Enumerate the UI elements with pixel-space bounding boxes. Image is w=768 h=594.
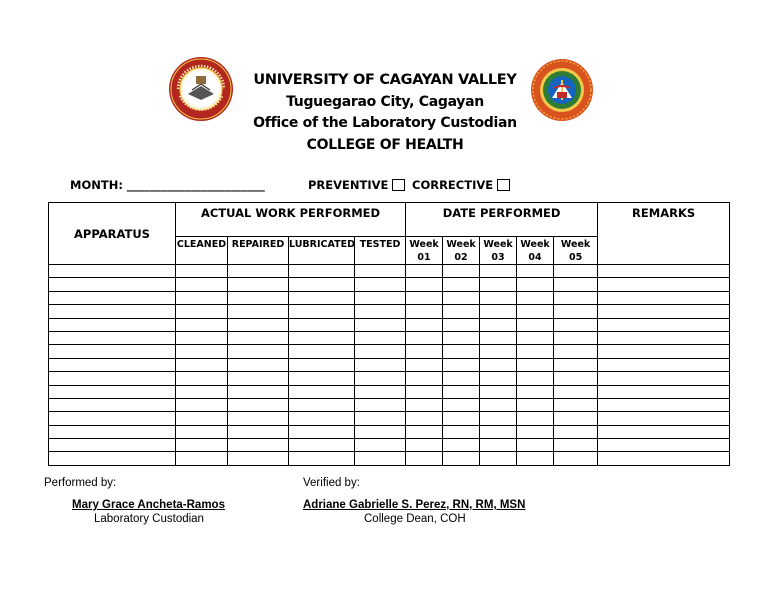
table-cell[interactable]	[480, 345, 517, 358]
week-number: 05	[568, 251, 583, 263]
table-cell[interactable]	[355, 452, 406, 466]
table-cell[interactable]	[355, 278, 406, 291]
table-cell[interactable]	[517, 385, 554, 398]
table-row	[49, 265, 730, 278]
table-cell[interactable]	[49, 345, 176, 358]
table-row	[49, 305, 730, 318]
week-number: 01	[417, 251, 431, 263]
table-cell[interactable]	[554, 425, 598, 438]
table-body	[49, 265, 730, 466]
corrective-label: CORRECTIVE	[412, 178, 494, 192]
table-cell[interactable]	[355, 358, 406, 371]
table-cell[interactable]	[228, 452, 289, 466]
table-cell[interactable]	[480, 412, 517, 425]
table-cell[interactable]	[355, 425, 406, 438]
table-cell[interactable]	[517, 331, 554, 344]
table-cell[interactable]	[176, 385, 228, 398]
table-cell[interactable]	[355, 345, 406, 358]
table-cell[interactable]	[598, 318, 730, 331]
table-cell[interactable]	[554, 358, 598, 371]
table-cell[interactable]	[598, 412, 730, 425]
table-cell[interactable]	[355, 305, 406, 318]
table-cell[interactable]	[176, 372, 228, 385]
maintenance-log-table	[48, 202, 730, 466]
table-cell[interactable]	[49, 452, 176, 466]
city-line: Tuguegarao City, Cagayan	[286, 93, 484, 110]
table-cell[interactable]	[176, 452, 228, 466]
table-cell[interactable]	[554, 318, 598, 331]
week-number: 02	[454, 251, 468, 263]
college-of-health-seal-logo	[530, 58, 594, 122]
table-cell[interactable]	[598, 385, 730, 398]
table-cell[interactable]	[176, 439, 228, 452]
table-cell[interactable]	[228, 278, 289, 291]
table-cell[interactable]	[554, 305, 598, 318]
table-cell[interactable]	[289, 305, 355, 318]
performed-by-title: Laboratory Custodian	[94, 513, 204, 525]
table-row	[49, 331, 730, 344]
table-row	[49, 398, 730, 411]
table-cell[interactable]	[480, 425, 517, 438]
table-cell[interactable]	[517, 345, 554, 358]
table-cell[interactable]	[406, 345, 443, 358]
table-cell[interactable]	[443, 265, 480, 278]
table-cell[interactable]	[289, 278, 355, 291]
corrective-option[interactable]	[412, 178, 510, 192]
month-field[interactable]: MONTH: ________________________	[70, 178, 265, 192]
table-cell[interactable]	[49, 425, 176, 438]
table-cell[interactable]	[228, 439, 289, 452]
table-cell[interactable]	[443, 318, 480, 331]
table-cell[interactable]	[443, 305, 480, 318]
table-cell[interactable]	[289, 412, 355, 425]
table-cell[interactable]	[443, 331, 480, 344]
table-cell[interactable]	[289, 291, 355, 304]
table-cell[interactable]	[49, 358, 176, 371]
preventive-label: PREVENTIVE	[308, 178, 389, 192]
date-performed-header: DATE PERFORMED	[406, 203, 598, 237]
verified-by-title: College Dean, COH	[364, 513, 466, 525]
table-cell[interactable]	[480, 358, 517, 371]
table-cell[interactable]	[289, 318, 355, 331]
table-cell[interactable]	[355, 372, 406, 385]
table-row	[49, 278, 730, 291]
table-cell[interactable]	[406, 305, 443, 318]
table-cell[interactable]	[176, 345, 228, 358]
table-cell[interactable]	[598, 278, 730, 291]
table-cell[interactable]	[289, 372, 355, 385]
week-word: Week	[520, 239, 550, 250]
table-cell[interactable]	[49, 398, 176, 411]
table-cell[interactable]	[228, 345, 289, 358]
table-cell[interactable]	[443, 398, 480, 411]
preventive-checkbox[interactable]	[392, 179, 405, 191]
table-cell[interactable]	[49, 265, 176, 278]
table-cell[interactable]	[554, 412, 598, 425]
table-cell[interactable]	[443, 439, 480, 452]
week-04-header	[517, 237, 554, 265]
performed-by-label: Performed by:	[44, 477, 117, 489]
table-cell[interactable]	[517, 425, 554, 438]
table-cell[interactable]	[517, 452, 554, 466]
table-cell[interactable]	[176, 358, 228, 371]
table-cell[interactable]	[49, 331, 176, 344]
table-cell[interactable]	[443, 452, 480, 466]
table-cell[interactable]	[443, 425, 480, 438]
table-cell[interactable]	[480, 291, 517, 304]
table-cell[interactable]	[480, 331, 517, 344]
table-cell[interactable]	[289, 425, 355, 438]
table-row	[49, 291, 730, 304]
cleaned-header: CLEANED	[176, 237, 228, 265]
table-cell[interactable]	[355, 265, 406, 278]
table-cell[interactable]	[480, 265, 517, 278]
table-cell[interactable]	[228, 372, 289, 385]
table-cell[interactable]	[406, 331, 443, 344]
table-cell[interactable]	[228, 291, 289, 304]
table-cell[interactable]	[517, 412, 554, 425]
table-cell[interactable]	[355, 439, 406, 452]
table-cell[interactable]	[176, 331, 228, 344]
table-cell[interactable]	[49, 291, 176, 304]
table-cell[interactable]	[517, 265, 554, 278]
table-cell[interactable]	[598, 345, 730, 358]
table-cell[interactable]	[406, 358, 443, 371]
table-cell[interactable]	[480, 385, 517, 398]
table-row	[49, 345, 730, 358]
table-cell[interactable]	[554, 278, 598, 291]
table-row	[49, 318, 730, 331]
table-cell[interactable]	[517, 372, 554, 385]
table-cell[interactable]	[228, 265, 289, 278]
table-cell[interactable]	[443, 358, 480, 371]
table-cell[interactable]	[406, 372, 443, 385]
table-row	[49, 358, 730, 371]
table-cell[interactable]	[406, 385, 443, 398]
table-cell[interactable]	[406, 452, 443, 466]
table-cell[interactable]	[598, 358, 730, 371]
table-cell[interactable]	[598, 291, 730, 304]
week-02-header	[443, 237, 480, 265]
table-cell[interactable]	[49, 305, 176, 318]
table-row	[49, 372, 730, 385]
table-cell[interactable]	[406, 318, 443, 331]
table-cell[interactable]	[49, 412, 176, 425]
table-cell[interactable]	[49, 278, 176, 291]
table-cell[interactable]	[598, 265, 730, 278]
table-cell[interactable]	[406, 439, 443, 452]
week-05-header	[554, 237, 598, 265]
table-cell[interactable]	[443, 372, 480, 385]
preventive-option[interactable]	[308, 178, 405, 192]
repaired-header: REPAIRED	[228, 237, 289, 265]
week-word: Week	[560, 239, 591, 250]
table-cell[interactable]	[176, 291, 228, 304]
week-number: 04	[528, 251, 542, 263]
university-seal-logo	[168, 56, 234, 122]
table-cell[interactable]	[49, 385, 176, 398]
apparatus-header: APPARATUS	[49, 203, 176, 265]
table-cell[interactable]	[517, 278, 554, 291]
table-cell[interactable]	[443, 385, 480, 398]
table-cell[interactable]	[480, 318, 517, 331]
table-cell[interactable]	[289, 265, 355, 278]
week-word: Week	[446, 239, 476, 250]
table-row	[49, 412, 730, 425]
table-cell[interactable]	[443, 345, 480, 358]
table-row	[49, 385, 730, 398]
table-row	[49, 439, 730, 452]
table-cell[interactable]	[228, 331, 289, 344]
table-cell[interactable]	[228, 412, 289, 425]
table-cell[interactable]	[289, 358, 355, 371]
performed-by-name: Mary Grace Ancheta-Ramos	[72, 499, 225, 511]
tested-header: TESTED	[355, 237, 406, 265]
table-cell[interactable]	[406, 398, 443, 411]
corrective-checkbox[interactable]	[497, 179, 510, 191]
table-cell[interactable]	[355, 412, 406, 425]
table-cell[interactable]	[598, 331, 730, 344]
table-cell[interactable]	[228, 358, 289, 371]
table-cell[interactable]	[598, 372, 730, 385]
table-cell[interactable]	[228, 425, 289, 438]
table-cell[interactable]	[176, 398, 228, 411]
table-cell[interactable]	[517, 305, 554, 318]
table-cell[interactable]	[49, 372, 176, 385]
lubricated-header: LUBRICATED	[289, 237, 355, 265]
remarks-header: REMARKS	[598, 203, 730, 265]
table-cell[interactable]	[176, 265, 228, 278]
table-cell[interactable]	[289, 452, 355, 466]
week-03-header	[480, 237, 517, 265]
table-cell[interactable]	[49, 439, 176, 452]
table-cell[interactable]	[355, 291, 406, 304]
table-cell[interactable]	[49, 318, 176, 331]
table-cell[interactable]	[406, 291, 443, 304]
week-word: Week	[483, 239, 513, 250]
college-line: COLLEGE OF HEALTH	[306, 136, 464, 153]
table-row	[49, 452, 730, 466]
verified-by-label: Verified by:	[303, 477, 360, 489]
table-cell[interactable]	[406, 412, 443, 425]
table-cell[interactable]	[517, 439, 554, 452]
table-cell[interactable]	[554, 331, 598, 344]
table-cell[interactable]	[480, 372, 517, 385]
table-cell[interactable]	[554, 439, 598, 452]
table-cell[interactable]	[289, 398, 355, 411]
table-cell[interactable]	[517, 358, 554, 371]
table-cell[interactable]	[228, 385, 289, 398]
table-cell[interactable]	[176, 278, 228, 291]
week-01-header	[406, 237, 443, 265]
table-cell[interactable]	[598, 305, 730, 318]
table-row	[49, 425, 730, 438]
table-cell[interactable]	[598, 452, 730, 466]
table-cell[interactable]	[176, 412, 228, 425]
table-cell[interactable]	[406, 425, 443, 438]
table-cell[interactable]	[355, 331, 406, 344]
table-cell[interactable]	[443, 291, 480, 304]
table-cell[interactable]	[406, 265, 443, 278]
office-line: Office of the Laboratory Custodian	[253, 115, 517, 131]
table-cell[interactable]	[554, 291, 598, 304]
table-cell[interactable]	[355, 398, 406, 411]
table-cell[interactable]	[176, 318, 228, 331]
table-cell[interactable]	[517, 291, 554, 304]
actual-work-header: ACTUAL WORK PERFORMED	[176, 203, 406, 237]
week-word: Week	[409, 239, 439, 250]
table-cell[interactable]	[598, 439, 730, 452]
table-cell[interactable]	[554, 452, 598, 466]
table-cell[interactable]	[598, 425, 730, 438]
table-cell[interactable]	[517, 318, 554, 331]
table-cell[interactable]	[176, 425, 228, 438]
university-name: UNIVERSITY OF CAGAYAN VALLEY	[253, 72, 517, 88]
table-cell[interactable]	[480, 439, 517, 452]
table-cell[interactable]	[176, 305, 228, 318]
table-cell[interactable]	[406, 278, 443, 291]
table-cell[interactable]	[355, 385, 406, 398]
table-cell[interactable]	[554, 265, 598, 278]
table-cell[interactable]	[554, 398, 598, 411]
table-cell[interactable]	[289, 385, 355, 398]
table-cell[interactable]	[554, 345, 598, 358]
table-cell[interactable]	[228, 305, 289, 318]
table-cell[interactable]	[355, 318, 406, 331]
table-cell[interactable]	[480, 398, 517, 411]
table-cell[interactable]	[289, 331, 355, 344]
table-cell[interactable]	[443, 278, 480, 291]
table-cell[interactable]	[228, 318, 289, 331]
table-cell[interactable]	[480, 452, 517, 466]
table-cell[interactable]	[443, 412, 480, 425]
table-cell[interactable]	[554, 385, 598, 398]
table-cell[interactable]	[228, 398, 289, 411]
table-cell[interactable]	[289, 439, 355, 452]
week-number: 03	[491, 251, 505, 263]
table-cell[interactable]	[517, 398, 554, 411]
table-cell[interactable]	[289, 345, 355, 358]
verified-by-name: Adriane Gabrielle S. Perez, RN, RM, MSN	[303, 499, 526, 511]
table-cell[interactable]	[598, 398, 730, 411]
table-cell[interactable]	[480, 305, 517, 318]
table-cell[interactable]	[480, 278, 517, 291]
table-cell[interactable]	[554, 372, 598, 385]
letterhead	[240, 70, 530, 156]
